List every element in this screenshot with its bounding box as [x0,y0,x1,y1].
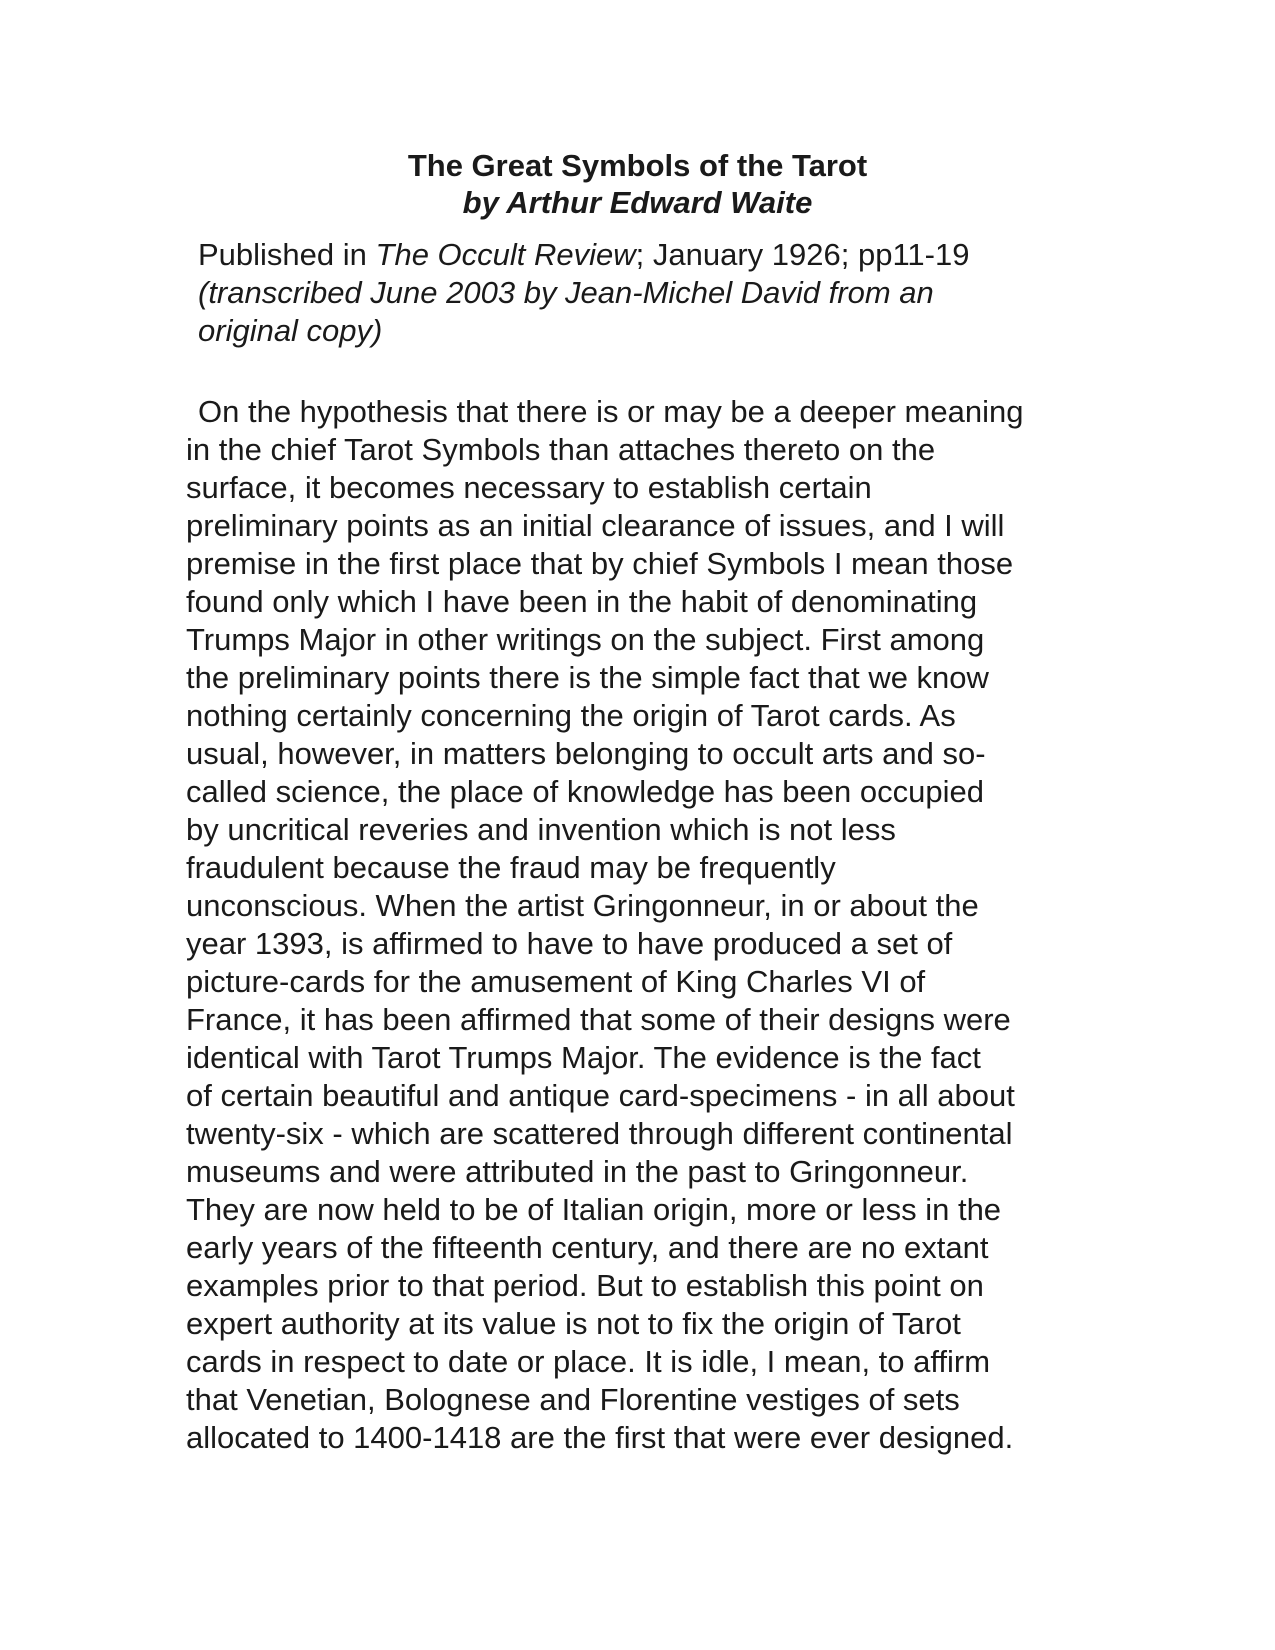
body-text-line: On the hypothesis that there is or may be a deeper meaning [198,394,1024,429]
body-text-line: nothing certainly concerning the origin of Tarot cards. As [186,698,956,733]
publication-line [198,236,1098,274]
body-text-line: early years of the fifteenth century, and there are no extant [186,1230,989,1265]
body-text-line: called science, the place of knowledge has been occupied [186,774,984,809]
publication-suffix: ; January 1926; pp11-19 [635,237,970,272]
body-text-line: Trumps Major in other writings on the subject. First among [186,622,985,657]
body-text-line: museums and were attributed in the past to Gringonneur. [186,1154,969,1189]
body-text-line: year 1393, is affirmed to have to have produced a set of [186,926,953,961]
body-text-line: examples prior to that period. But to establish this point on [186,1268,984,1303]
body-text-line: that Venetian, Bolognese and Florentine vestiges of sets [186,1382,960,1417]
journal-name: The Occult Review [375,237,636,272]
body-paragraph [186,393,1186,1457]
body-text-line: expert authority at its value is not to fix the origin of Tarot [186,1306,961,1341]
body-text-line: usual, however, in matters belonging to occult arts and so- [186,736,986,771]
body-text-line: twenty-six - which are scattered through different continental [186,1116,1013,1151]
body-text-line: premise in the first place that by chief Symbols I mean those [186,546,1014,581]
transcription-note-line: (transcribed June 2003 by Jean-Michel David from an [198,275,934,310]
transcription-note-line: original copy) [198,313,383,348]
body-text-line: unconscious. When the artist Gringonneur, in or about the [186,888,979,923]
body-text-line: picture-cards for the amusement of King Charles VI of [186,964,926,999]
title-main: The Great Symbols of the Tarot [407,148,868,183]
body-text-line: allocated to 1400-1418 are the first that were ever designed. [186,1420,1014,1455]
body-text-line: of certain beautiful and antique card-specimens - in all about [186,1078,1015,1113]
body-text-line: surface, it becomes necessary to establish certain [186,470,872,505]
body-text-line: found only which I have been in the habit of denominating [186,584,978,619]
body-text-line: They are now held to be of Italian origin, more or less in the [186,1192,1002,1227]
body-text-line: France, it has been affirmed that some of their designs were [186,1002,1011,1037]
document-title [0,147,1275,221]
body-text-line: the preliminary points there is the simple fact that we know [186,660,989,695]
title-author: by Arthur Edward Waite [462,185,813,220]
body-text-line: identical with Tarot Trumps Major. The evidence is the fact [186,1040,981,1075]
body-text-line: cards in respect to date or place. It is idle, I mean, to affirm [186,1344,991,1379]
body-text-line: preliminary points as an initial clearance of issues, and I will [186,508,1005,543]
body-text-line: in the chief Tarot Symbols than attaches thereto on the [186,432,936,467]
body-text-line: fraudulent because the fraud may be frequently [186,850,836,885]
body-text-line: by uncritical reveries and invention which is not less [186,812,896,847]
publication-info [198,236,1098,350]
publication-prefix: Published in [198,237,376,272]
